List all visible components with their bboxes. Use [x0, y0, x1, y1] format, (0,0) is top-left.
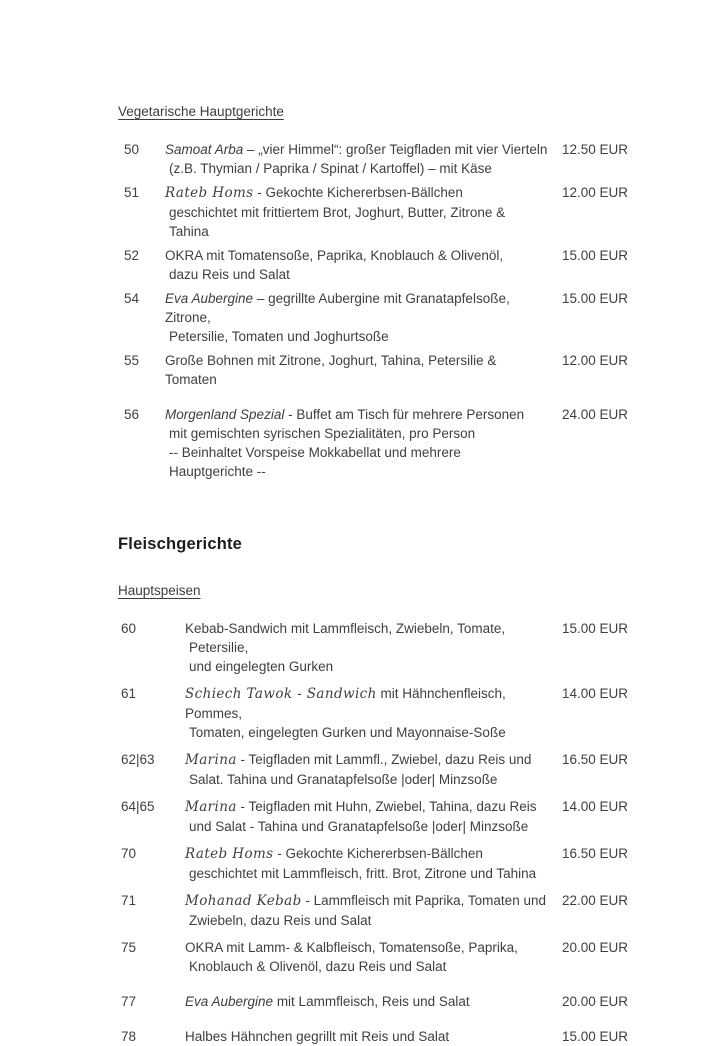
item-extra-line: dazu Reis und Salat — [169, 267, 290, 282]
item-first-line — [185, 1027, 548, 1046]
item-description — [165, 140, 562, 178]
item-extra-line: (z.B. Thymian / Paprika / Spinat / Kartoffel) – mit Käse — [169, 161, 492, 176]
item-number: 55 — [124, 353, 140, 368]
item-extra-line: Petersilie, Tomaten und Joghurtsoße — [169, 329, 389, 344]
item-text: - Gekochte Kichererbsen-Bällchen — [253, 185, 463, 200]
item-first-line — [185, 992, 548, 1011]
item-number: 54 — [124, 291, 140, 306]
item-extra-line: Salat. Tahina und Granatapfelsoße |oder| Minzsoße — [189, 772, 498, 787]
item-name: Schiech Tawok - Sandwich — [185, 686, 377, 702]
item-number: 64|65 — [121, 799, 155, 814]
item-number: 60 — [121, 621, 137, 636]
item-first-line — [165, 140, 548, 159]
item-text: OKRA mit Lamm- & Kalbfleisch, Tomatensoße, Paprika, — [185, 940, 518, 955]
item-extra-line: -- Beinhaltet Vorspeise Mokkabellat und mehrere Hauptgerichte -- — [169, 445, 461, 479]
item-number: 56 — [124, 407, 140, 422]
item-name: Eva Aubergine — [165, 291, 254, 306]
item-extra-line: Knoblauch & Olivenöl, dazu Reis und Salat — [189, 959, 447, 974]
item-price: 15.00 EUR — [561, 291, 628, 306]
item-extra-line: Petersilie, — [189, 640, 249, 655]
item-number: 70 — [121, 846, 137, 861]
item-price: 12.00 EUR — [561, 353, 628, 368]
item-name: Rateb Homs — [165, 185, 254, 201]
item-extra-line: und eingelegten Gurken — [189, 659, 334, 674]
menu-item — [118, 684, 628, 742]
item-price: 16.50 EUR — [561, 752, 628, 767]
item-description — [165, 289, 562, 346]
item-first-line — [165, 183, 548, 203]
menu-item — [118, 183, 628, 241]
item-description — [185, 844, 562, 883]
item-price: 14.00 EUR — [561, 686, 628, 701]
item-name: Marina — [185, 752, 237, 768]
item-price: 15.00 EUR — [561, 1029, 628, 1044]
item-first-line — [185, 938, 548, 957]
menu-section-fleisch — [118, 535, 628, 1046]
menu-item — [118, 619, 628, 676]
item-text: OKRA mit Tomatensoße, Paprika, Knoblauch & Olivenöl, — [165, 248, 504, 263]
item-number: 75 — [121, 940, 137, 955]
item-number: 50 — [124, 142, 140, 157]
item-text: – „vier Himmel“: großer Teigfladen mit vier Vierteln — [243, 142, 548, 157]
item-description — [185, 619, 562, 676]
item-description — [185, 938, 562, 976]
item-description — [185, 891, 562, 930]
section-title: Fleischgerichte — [118, 535, 243, 553]
menu-content — [118, 104, 628, 1046]
item-first-line — [165, 246, 548, 265]
item-price: 24.00 EUR — [561, 407, 628, 422]
item-name: Morgenland Spezial — [165, 407, 285, 422]
item-name: Eva Aubergine — [185, 994, 274, 1009]
item-name: Mohanad Kebab — [185, 893, 302, 909]
menu-item — [118, 351, 628, 389]
menu-item — [118, 405, 628, 481]
item-description — [165, 183, 562, 241]
item-text: Halbes Hähnchen gegrillt mit Reis und Salat — [185, 1029, 450, 1044]
menu-item — [118, 246, 628, 284]
item-description — [185, 1027, 562, 1046]
item-description — [165, 351, 562, 389]
item-price: 16.50 EUR — [561, 846, 628, 861]
menu-list — [118, 140, 628, 481]
item-text: - Buffet am Tisch für mehrere Personen — [284, 407, 525, 422]
item-price: 15.00 EUR — [561, 248, 628, 263]
item-text: – gegrillte Aubergine mit Granatapfelsoße, Zitrone, — [165, 291, 510, 325]
item-price: 20.00 EUR — [561, 940, 628, 955]
item-first-line — [185, 684, 548, 723]
item-first-line — [185, 797, 548, 817]
item-name: Samoat Arba — [165, 142, 244, 157]
item-first-line — [185, 750, 548, 770]
item-number: 52 — [124, 248, 140, 263]
section-subheading: Hauptspeisen — [118, 583, 201, 598]
menu-item — [118, 140, 628, 178]
menu-item — [118, 797, 628, 836]
item-text: - Lammfleisch mit Paprika, Tomaten und — [301, 893, 546, 908]
menu-item — [118, 1027, 628, 1046]
menu-item — [118, 289, 628, 346]
item-first-line — [185, 891, 548, 911]
item-description — [165, 246, 562, 284]
item-price: 12.50 EUR — [561, 142, 628, 157]
item-description — [185, 797, 562, 836]
item-description — [165, 405, 562, 481]
item-extra-line: Tomaten, eingelegten Gurken und Mayonnaise-Soße — [189, 725, 506, 740]
item-number: 78 — [121, 1029, 137, 1044]
item-extra-line: geschichtet mit frittiertem Brot, Joghurt, Butter, Zitrone & Tahina — [169, 205, 506, 239]
item-number: 51 — [124, 185, 140, 200]
item-description — [185, 750, 562, 789]
item-text: Große Bohnen mit Zitrone, Joghurt, Tahina, Petersilie & Tomaten — [165, 353, 497, 387]
item-first-line — [185, 844, 548, 864]
item-number: 61 — [121, 686, 137, 701]
item-text: - Teigfladen mit Huhn, Zwiebel, Tahina, dazu Reis — [236, 799, 537, 814]
item-text: - Gekochte Kichererbsen-Bällchen — [273, 846, 483, 861]
menu-item — [118, 844, 628, 883]
item-text: Kebab-Sandwich mit Lammfleisch, Zwiebeln, Tomate, — [185, 621, 506, 636]
item-price: 14.00 EUR — [561, 799, 628, 814]
item-extra-line: geschichtet mit Lammfleisch, fritt. Brot, Zitrone und Tahina — [189, 866, 537, 881]
menu-list — [118, 619, 628, 1046]
item-description — [185, 684, 562, 742]
item-number: 77 — [121, 994, 137, 1009]
item-text: mit Hähnchenfleisch, Pommes, — [185, 686, 506, 721]
item-text: mit Lammfleisch, Reis und Salat — [273, 994, 470, 1009]
item-extra-line: und Salat - Tahina und Granatapfelsoße |oder| Minzsoße — [189, 819, 529, 834]
item-name: Marina — [185, 799, 237, 815]
item-price: 12.00 EUR — [561, 185, 628, 200]
menu-item — [118, 992, 628, 1011]
item-first-line — [165, 405, 548, 424]
item-text: - Teigfladen mit Lammfl., Zwiebel, dazu Reis und — [236, 752, 532, 767]
item-first-line — [185, 619, 548, 638]
item-first-line — [165, 351, 548, 389]
item-number: 62|63 — [121, 752, 155, 767]
item-first-line — [165, 289, 548, 327]
menu-item — [118, 891, 628, 930]
section-subheading: Vegetarische Hauptgerichte — [118, 104, 284, 119]
menu-item — [118, 750, 628, 789]
item-price: 20.00 EUR — [561, 994, 628, 1009]
item-extra-line: mit gemischten syrischen Spezialitäten, pro Person — [169, 426, 476, 441]
item-price: 15.00 EUR — [561, 621, 628, 636]
item-name: Rateb Homs — [185, 846, 274, 862]
menu-item — [118, 938, 628, 976]
menu-section-vegetarisch — [118, 104, 628, 481]
item-price: 22.00 EUR — [561, 893, 628, 908]
item-number: 71 — [121, 893, 137, 908]
item-description — [185, 992, 562, 1011]
item-extra-line: Zwiebeln, dazu Reis und Salat — [189, 913, 372, 928]
